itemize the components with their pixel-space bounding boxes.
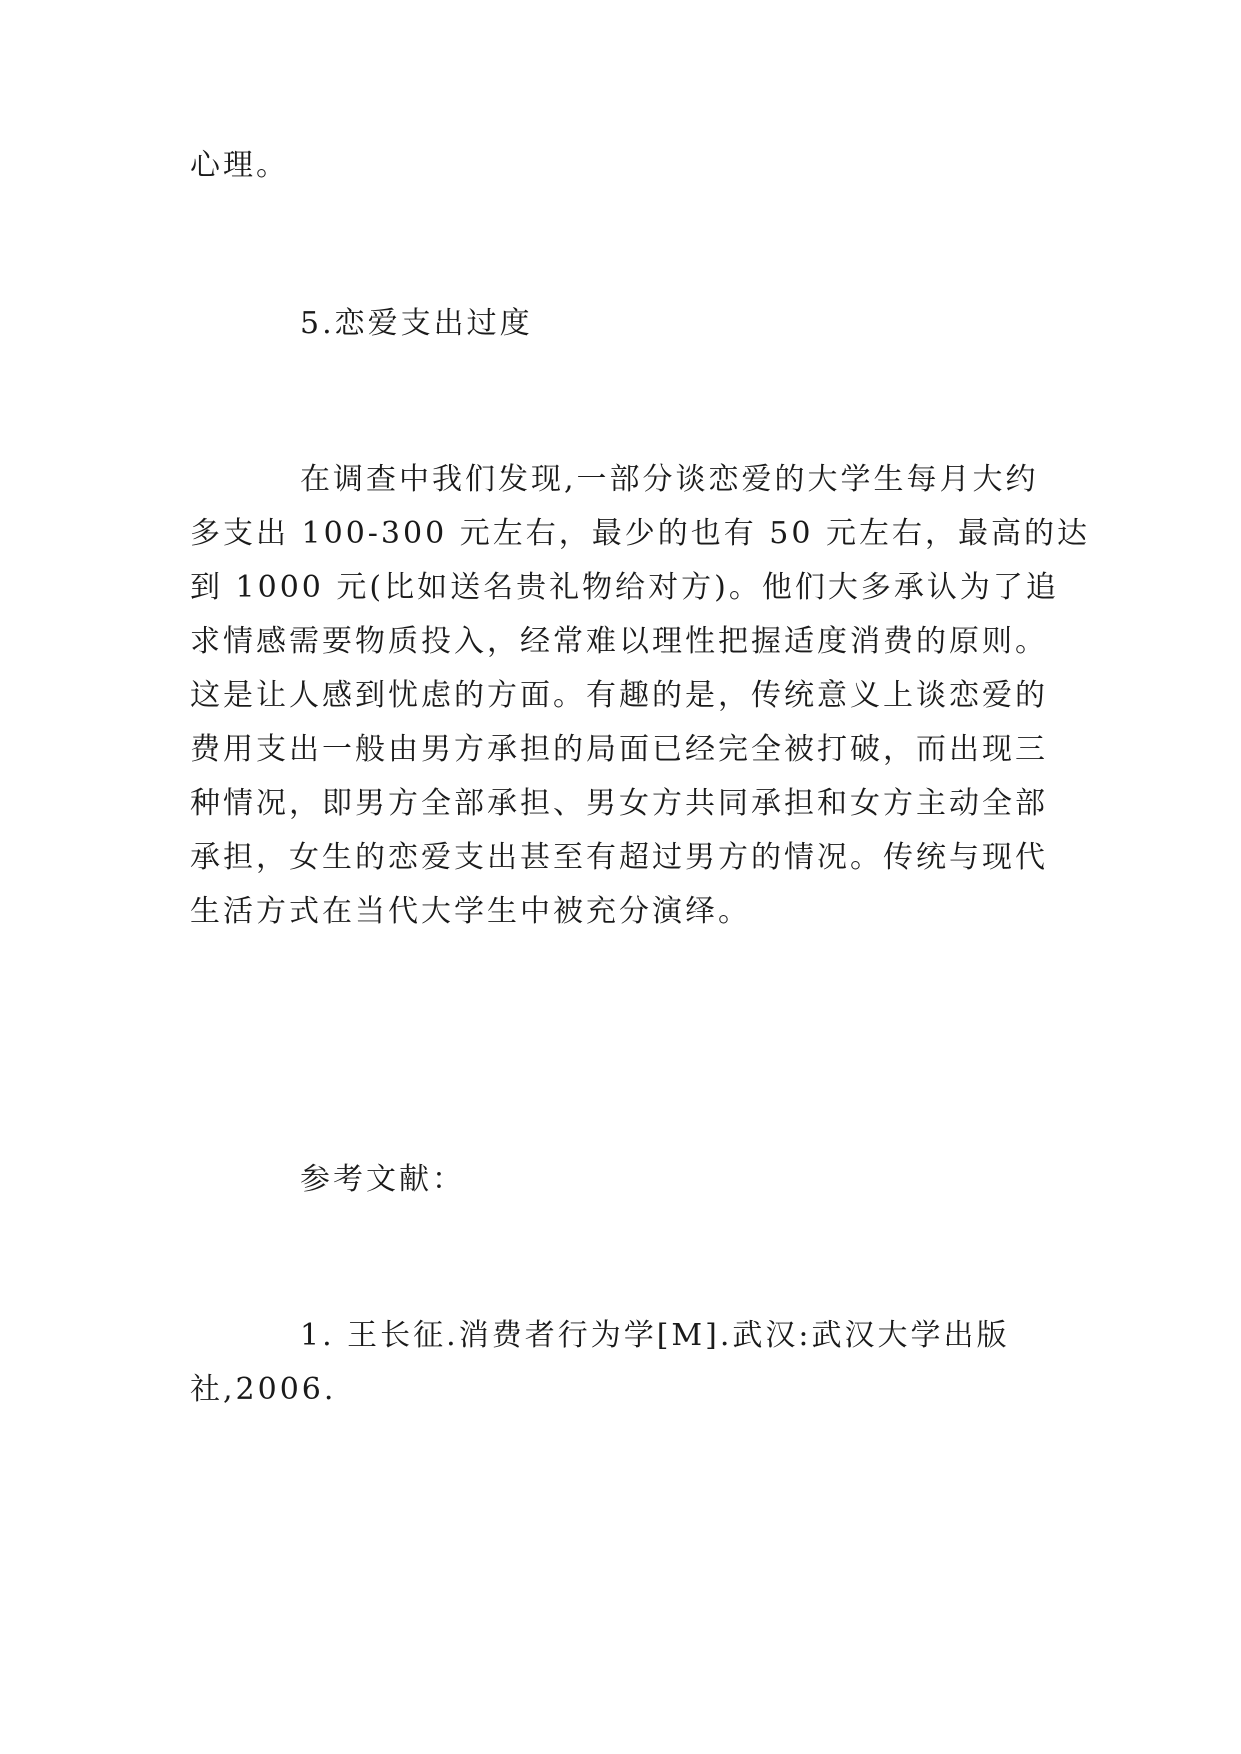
reference-line: 社,2006. — [190, 1372, 337, 1407]
paragraph-line: 在调查中我们发现,一部分谈恋爱的大学生每月大约 — [300, 462, 1039, 497]
section-heading: 5.恋爱支出过度 — [300, 306, 533, 341]
paragraph-line: 求情感需要物质投入，经常难以理性把握适度消费的原则。 — [190, 624, 1048, 659]
text-fragment: 心理。 — [190, 148, 289, 183]
references-heading: 参考文献： — [300, 1162, 465, 1197]
reference-line: 1. 王长征.消费者行为学[M].武汉:武汉大学出版 — [300, 1318, 1010, 1353]
paragraph-line: 生活方式在当代大学生中被充分演绎。 — [190, 894, 751, 929]
paragraph-line: 种情况，即男方全部承担、男女方共同承担和女方主动全部 — [190, 786, 1048, 821]
paragraph-line: 到 1000 元(比如送名贵礼物给对方)。他们大多承认为了追 — [190, 570, 1059, 605]
paragraph-line: 费用支出一般由男方承担的局面已经完全被打破，而出现三 — [190, 732, 1048, 767]
paragraph-line: 多支出 100-300 元左右，最少的也有 50 元左右，最高的达 — [190, 516, 1090, 551]
paragraph-line: 承担，女生的恋爱支出甚至有超过男方的情况。传统与现代 — [190, 840, 1048, 875]
paragraph-line: 这是让人感到忧虑的方面。有趣的是，传统意义上谈恋爱的 — [190, 678, 1048, 713]
